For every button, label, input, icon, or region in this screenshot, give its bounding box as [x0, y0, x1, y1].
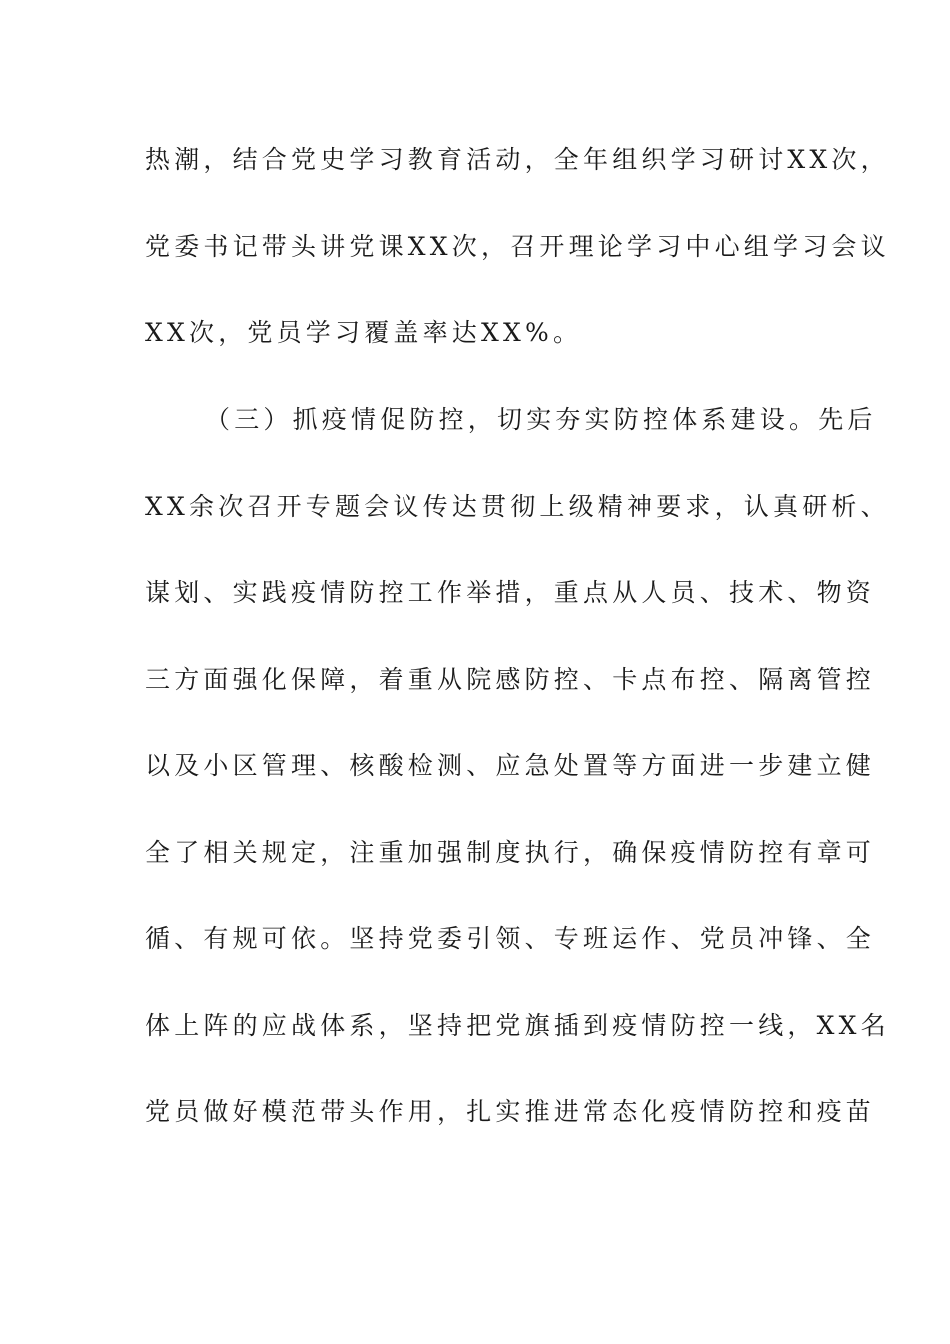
paragraph-2-line-8: 体上阵的应战体系，坚持把党旗插到疫情防控一线，XX名 [145, 1011, 890, 1040]
paragraph-1-line-2: 党委书记带头讲党课XX次，召开理论学习中心组学习会议 [145, 232, 890, 261]
paragraph-2-line-1: （三）抓疫情促防控，切实夯实防控体系建设。先后 [205, 405, 877, 434]
paragraph-1-line-1: 热潮，结合党史学习教育活动，全年组织学习研讨XX次， [145, 145, 890, 174]
paragraph-2-line-5: 以及小区管理、核酸检测、应急处置等方面进一步建立健 [145, 751, 876, 780]
paragraph-2-line-3: 谋划、实践疫情防控工作举措，重点从人员、技术、物资 [145, 578, 876, 607]
paragraph-2-line-7: 循、有规可依。坚持党委引领、专班运作、党员冲锋、全 [145, 924, 876, 953]
paragraph-2-line-9: 党员做好模范带头作用，扎实推进常态化疫情防控和疫苗 [145, 1097, 876, 1126]
paragraph-1-line-3: XX次，党员学习覆盖率达XX%。 [145, 318, 583, 347]
paragraph-2-line-4: 三方面强化保障，着重从院感防控、卡点布控、隔离管控 [145, 665, 876, 694]
paragraph-2-line-2: XX余次召开专题会议传达贯彻上级精神要求，认真研析、 [145, 492, 890, 521]
paragraph-2-line-6: 全了相关规定，注重加强制度执行，确保疫情防控有章可 [145, 838, 876, 867]
